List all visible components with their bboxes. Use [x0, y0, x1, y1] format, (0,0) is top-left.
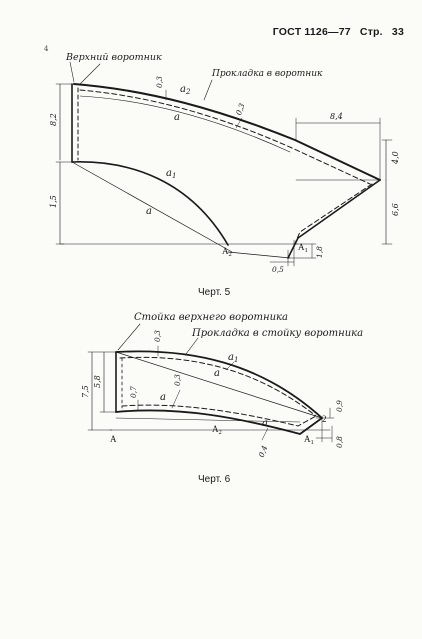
fig6-label-a-top: a [214, 368, 220, 379]
figure-5-caption: Черт. 5 [198, 287, 231, 298]
fig6-label-a-bottom: a [160, 392, 166, 403]
fig6-dim-03b: 0,3 [173, 374, 182, 386]
fig5-dim-03b: 0,3 [234, 102, 247, 117]
figure-6-caption: Черт. 6 [198, 474, 231, 485]
fig6-label-point2: 2 [322, 414, 327, 424]
standard-number: ГОСТ 1126—77 [272, 26, 351, 38]
fig5-dim-40: 4,0 [391, 151, 400, 164]
fig5-dim-03a: 0,3 [155, 76, 164, 88]
fig6-leader-interlining [186, 338, 198, 354]
fig6-label-A2: $A_2$ [212, 424, 222, 436]
fig5-label-top-collar: Верхний воротник [66, 52, 162, 63]
fig5-label-interlining: Прокладка в воротник [212, 69, 323, 79]
fig6-dim-09: 0,9 [335, 400, 344, 412]
fig5-curve-a1 [72, 162, 228, 245]
fig5-label-A2: $A_2$ [222, 246, 232, 258]
fig5-label-a1: $a_1$ [166, 168, 177, 180]
fig6-label-interlining: Прокладка в стойку воротника [192, 328, 364, 339]
fig5-label-a-diag: a [146, 206, 152, 217]
fig5-label-a: a [174, 112, 180, 123]
fig6-leader-stand [118, 324, 140, 350]
fig5-dim-66: 6,6 [391, 203, 400, 216]
fig5-dim-84: 8,4 [330, 112, 343, 121]
fig6-dim-03a: 0,3 [153, 330, 162, 342]
fig5-a-line [80, 96, 290, 152]
fig5-leader-top-collar [70, 62, 100, 84]
fig6-dim-04: 0,4 [256, 444, 270, 459]
figure-5-drawing [0, 0, 422, 290]
fig5-dim-18: 1,8 [315, 246, 324, 258]
page-label: Стр. [359, 26, 383, 38]
fig6-dim-58: 5,8 [93, 375, 102, 388]
fig5-label-A1: $A_1$ [298, 242, 308, 254]
fig5-leader-interlining [204, 80, 212, 100]
fig6-dim-07: 0,7 [129, 386, 138, 398]
fig5-baseline-low [228, 252, 290, 258]
fig6-label-a-right: a [262, 418, 268, 429]
fig5-dim-15: 1,5 [49, 195, 58, 208]
fig5-dim-05: 0,5 [272, 265, 284, 274]
fig6-label-A: A [110, 434, 117, 444]
fig6-label-collar-stand: Стойка верхнего воротника [134, 312, 288, 323]
fig6-interlining-line [120, 357, 316, 416]
fig5-interlining-line [80, 90, 370, 184]
fig6-label-a1: $a_1$ [228, 352, 239, 364]
fig6-bottom-thin [116, 418, 300, 422]
figure-6-drawing [0, 300, 422, 480]
fig6-dim-08: 0,8 [335, 436, 344, 448]
fig5-dim-82: 8,2 [49, 113, 58, 126]
page-mark: 4 [44, 45, 49, 53]
page-number: 33 [391, 26, 404, 38]
fig6-label-A1: $A_1$ [304, 434, 314, 446]
fig6-dim-75: 7,5 [81, 385, 90, 398]
fig5-label-a2: $a_2$ [180, 84, 191, 96]
